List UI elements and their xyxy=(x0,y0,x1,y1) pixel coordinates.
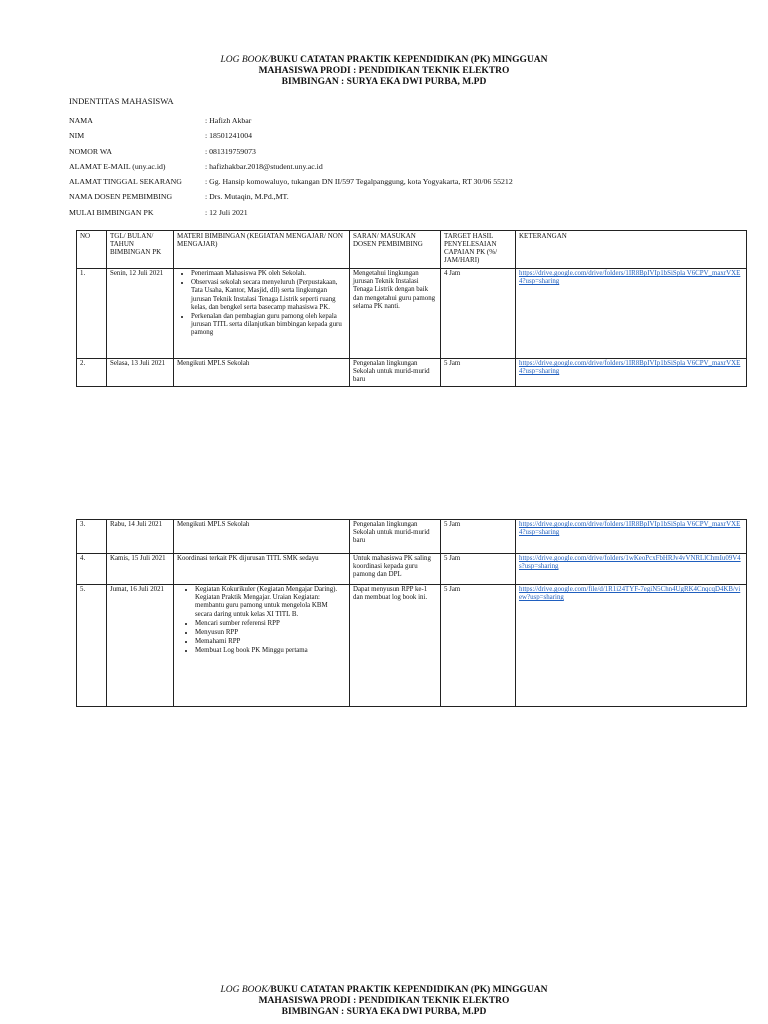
title-line-1: LOG BOOK/BUKU CATATAN PRAKTIK KEPENDIDIKAN (PK) MINGGUAN xyxy=(220,55,548,65)
table-row xyxy=(77,520,747,554)
row-date: Rabu, 14 Juli 2021 xyxy=(107,520,174,554)
row-no: 1. xyxy=(77,269,107,359)
col-header-materi: MATERI BIMBINGAN (KEGIATAN MENGAJAR/ NON MENGAJAR) xyxy=(174,231,350,269)
table-row xyxy=(77,585,747,707)
row-target: 5 Jam xyxy=(441,585,516,707)
row-saran: Pengenalan lingkungan Sekolah untuk murid-murid baru xyxy=(350,520,441,554)
title-line-2: MAHASISWA PRODI : PENDIDIKAN TEKNIK ELEKTRO xyxy=(258,996,510,1006)
col-header-date: TGL/ BULAN/ TAHUN BIMBINGAN PK xyxy=(107,231,174,269)
row-date: Senin, 12 Juli 2021 xyxy=(107,269,174,359)
materi-item: • Memahami RPP xyxy=(195,638,346,646)
materi-item: • Menyusun RPP xyxy=(195,629,346,637)
materi-item: • Kegiatan Kokurikuler (Kegiatan Mengajar Daring). Kegiatan Praktik Mengajar. Uraian Kegiatan: membantu guru pamong untuk mengelola KBM secara daring untuk kelas XI TITL B. xyxy=(195,586,346,619)
row-date: Kamis, 15 Juli 2021 xyxy=(107,554,174,585)
materi-item: • Mencari sumber referensi RPP xyxy=(195,620,346,628)
row-materi xyxy=(174,585,350,707)
row-saran: Pengenalan lingkungan Sekolah untuk murid-murid baru xyxy=(350,359,441,387)
row-keterangan xyxy=(516,269,747,359)
row-date: Jumat, 16 Juli 2021 xyxy=(107,585,174,707)
materi-item: • Perkenalan dan pembagian guru pamong oleh kepala jurusan TITL serta dilanjutkan bimbingan kepada guru pamong xyxy=(191,313,346,338)
row-keterangan xyxy=(516,585,747,707)
row-target: 4 Jam xyxy=(441,269,516,359)
row-saran: Dapat menyusun RPP ke-1 dan membuat log book ini. xyxy=(350,585,441,707)
row-saran: Mengetahui lingkungan jurusan Teknik Instalasi Tenaga Listrik dengan baik dan mengetahui guru pamong selama PK nanti. xyxy=(350,269,441,359)
row-target: 5 Jam xyxy=(441,520,516,554)
col-header-target: TARGET HASIL PENYELESAIAN CAPAIAN PK (%/ JAM/HARI) xyxy=(441,231,516,269)
col-header-keterangan: KETERANGAN xyxy=(516,231,747,269)
table-row xyxy=(77,359,747,387)
row-target: 5 Jam xyxy=(441,554,516,585)
row-no: 3. xyxy=(77,520,107,554)
title-line-1: LOG BOOK/BUKU CATATAN PRAKTIK KEPENDIDIKAN (PK) MINGGUAN xyxy=(220,985,548,995)
logbook-table-1 xyxy=(76,230,747,387)
col-header-no: NO xyxy=(77,231,107,269)
row-keterangan xyxy=(516,359,747,387)
table-row xyxy=(77,554,747,585)
materi-item: • Penerimaan Mahasiswa PK oleh Sekolah. xyxy=(191,270,346,278)
row-date: Selasa, 13 Juli 2021 xyxy=(107,359,174,387)
drive-link[interactable]: https://drive.google.com/drive/folders/1IR8BpIVIp1bSiSpla V6CPV_maxrVXE4?usp=sharing xyxy=(519,270,741,286)
row-no: 5. xyxy=(77,585,107,707)
row-no: 4. xyxy=(77,554,107,585)
materi-item: • Membuat Log book PK Minggu pertama xyxy=(195,647,346,655)
title-line-3: BIMBINGAN : SURYA EKA DWI PURBA, M.PD xyxy=(281,1007,487,1017)
table-row xyxy=(77,269,747,359)
page-title-bottom xyxy=(0,985,768,1018)
row-keterangan xyxy=(516,554,747,585)
drive-link[interactable]: https://drive.google.com/drive/folders/1IR8BpIVIp1bSiSpla V6CPV_maxrVXE4?usp=sharing xyxy=(519,360,741,376)
col-header-saran: SARAN/ MASUKAN DOSEN PEMBIMBING xyxy=(350,231,441,269)
row-materi: Mengikuti MPLS Sekolah xyxy=(174,520,350,554)
row-keterangan xyxy=(516,520,747,554)
drive-link[interactable]: https://drive.google.com/drive/folders/1wKeoPcxFbHRJv4vVNRLlChmIu09V4s?usp=sharing xyxy=(519,555,741,571)
row-no: 2. xyxy=(77,359,107,387)
row-saran: Untuk mahasiswa PK saling koordinasi kepada guru pamong dan DPL xyxy=(350,554,441,585)
materi-item: • Observasi sekolah secara menyeluruh (Perpustakaan, Tata Usaha, Kantor, Masjid, dll) serta lingkungan jurusan Teknik Instalasi Tenaga Listrik seperti ruang kelas, dan bengkel serta basecamp mahasiswa PK. xyxy=(191,279,346,312)
drive-link[interactable]: https://drive.google.com/drive/folders/1IR8BpIVIp1bSiSpla V6CPV_maxrVXE4?usp=sharing xyxy=(519,521,741,537)
row-materi: Koordinasi terkait PK dijurusan TITL SMK sedayu xyxy=(174,554,350,585)
row-target: 5 Jam xyxy=(441,359,516,387)
table-header-row xyxy=(77,231,747,269)
page-title-top xyxy=(0,55,768,88)
title-line-3: BIMBINGAN : SURYA EKA DWI PURBA, M.PD xyxy=(281,77,487,87)
logbook-table-2 xyxy=(76,519,747,707)
drive-link[interactable]: https://drive.google.com/file/d/1R1i24TYF-7egiN5Chn4UgRK4CnqcqD4KB/view?usp=sharing xyxy=(519,586,741,602)
row-materi xyxy=(174,269,350,359)
row-materi: Mengikuti MPLS Sekolah xyxy=(174,359,350,387)
identity-section-title: INDENTITAS MAHASISWA xyxy=(69,96,174,106)
title-line-2: MAHASISWA PRODI : PENDIDIKAN TEKNIK ELEKTRO xyxy=(258,66,510,76)
